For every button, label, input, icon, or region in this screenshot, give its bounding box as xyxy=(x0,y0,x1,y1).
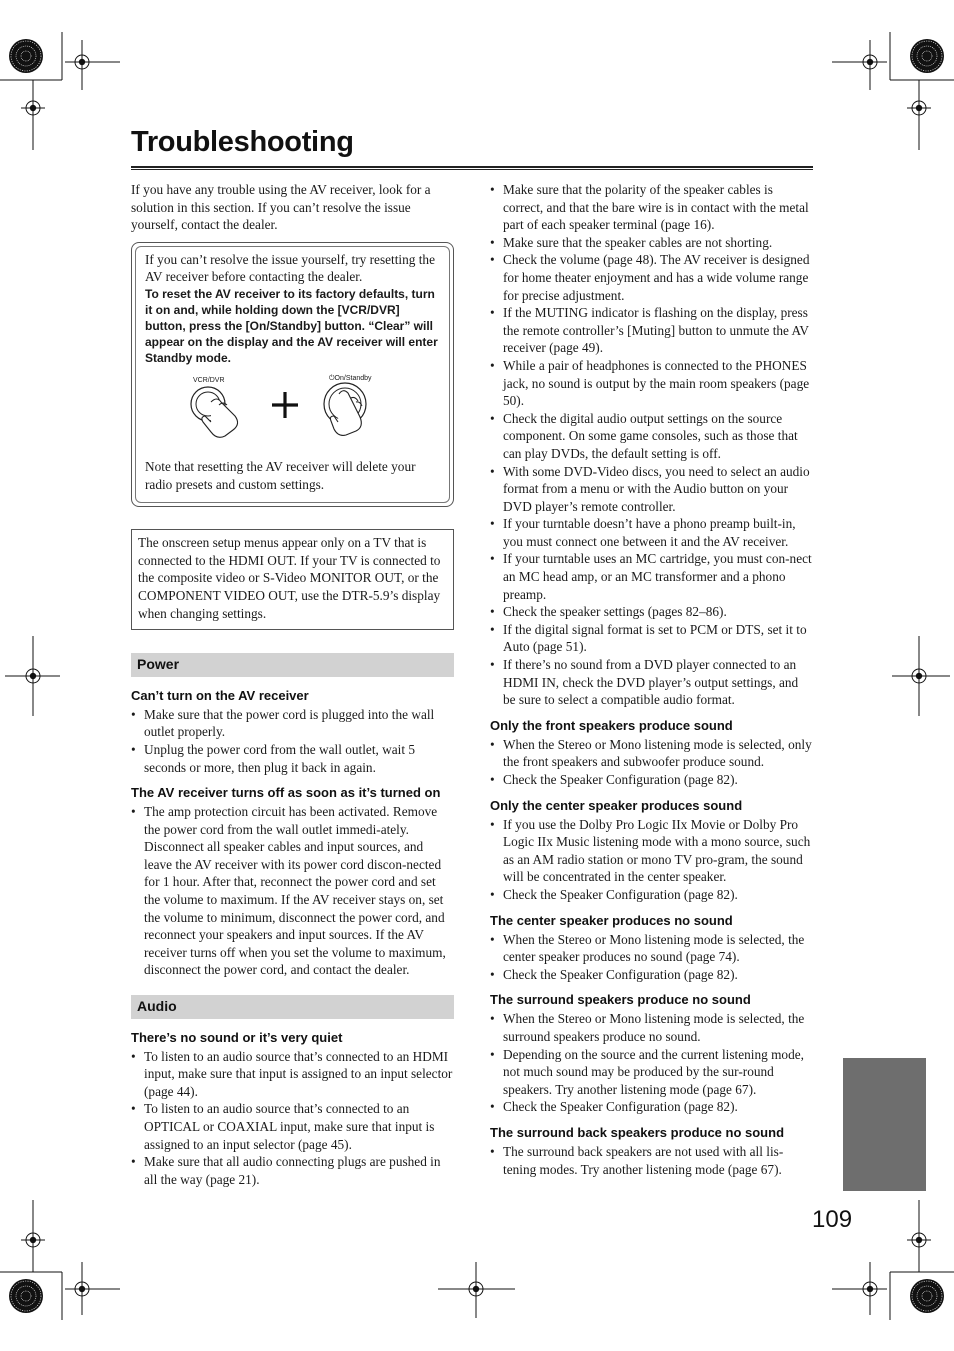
reset-illustration xyxy=(145,372,440,454)
on-standby-label-text: On/Standby xyxy=(334,374,372,382)
subheading-surround-back-none: The surround back speakers produce no sound xyxy=(490,1124,785,1140)
onscreen-note-box xyxy=(131,529,454,630)
left-column xyxy=(131,181,454,1193)
list-item: • Check the Speaker Configuration (page 82). xyxy=(490,886,814,904)
section-heading-power: Power xyxy=(131,653,454,677)
list-front-only xyxy=(490,736,814,789)
list-item: • Check the Speaker Configuration (page 82). xyxy=(490,771,814,789)
reset-note: Note that resetting the AV receiver will delete your radio presets and custom settings. xyxy=(145,458,416,492)
list-no-sound-left xyxy=(131,1048,454,1189)
list-item: • Make sure that the polarity of the speaker cables is correct, and that the bare wire is in contact with the metal part of each speaker terminal (page 16). xyxy=(490,181,814,234)
subheading-cant-turn-on: Can’t turn on the AV receiver xyxy=(131,687,309,703)
list-item: • Make sure that the power cord is plugged into the wall outlet properly. xyxy=(131,706,454,741)
list-item: • Unplug the power cord from the wall outlet, wait 5 seconds or more, then plug it back in again. xyxy=(131,741,454,776)
list-no-sound-right xyxy=(490,181,814,709)
list-item: • Make sure that the speaker cables are not shorting. xyxy=(490,234,814,252)
subheading-center-none: The center speaker produces no sound xyxy=(490,912,733,928)
list-item: • When the Stereo or Mono listening mode is selected, only the front speakers and subwoofer produce sound. xyxy=(490,736,814,771)
on-standby-button-label xyxy=(329,370,372,388)
list-surround-back-none xyxy=(490,1143,814,1178)
list-item: • Check the digital audio output settings on the source component. On some game consoles, such as those that can play DVDs, the default setting is off. xyxy=(490,410,814,463)
subheading-front-only: Only the front speakers produce sound xyxy=(490,717,733,733)
vcr-dvr-button-label: VCR/DVR xyxy=(193,376,225,384)
list-item: • The amp protection circuit has been activated. Remove the power cord from the wall outlet immedi-ately. Disconnect all speaker cables and input sources, and leave the AV receiver with its power cord discon-nected for 1 hour. After that, reconnect the power cord and set the volume to maximum. If the AV receiver stays on, set the volume to minimum, disconnect the power cord, and reconnect your speakers and input sources. If the AV receiver turns off when you set the volume to maximum, disconnect the power cord, and contact the dealer. xyxy=(131,803,454,979)
list-item: • Check the Speaker Configuration (page 82). xyxy=(490,966,814,984)
list-item: • Check the volume (page 48). The AV receiver is designed for home theater enjoyment and has a wide volume range for precise adjustment. xyxy=(490,251,814,304)
list-item: • If your turntable uses an MC cartridge, you must con-nect an MC head amp, or an MC transformer and a phono preamp. xyxy=(490,550,814,603)
page-title: Troubleshooting xyxy=(131,126,354,158)
list-center-none xyxy=(490,931,814,984)
list-item: • If your turntable doesn’t have a phono preamp built-in, you must connect one between it and the AV receiver. xyxy=(490,515,814,550)
list-item: • Make sure that all audio connecting plugs are pushed in all the way (page 21). xyxy=(131,1153,454,1188)
reset-box-text: If you can’t resolve the issue yourself, try resetting the AV receiver before contacting the dealer. xyxy=(145,251,435,285)
list-item: • When the Stereo or Mono listening mode is selected, the surround speakers produce no sound. xyxy=(490,1010,814,1045)
list-item: • If there’s no sound from a DVD player connected to an HDMI IN, check the DVD player’s output settings, and be sure to select a compatible audio format. xyxy=(490,656,814,709)
list-surround-none xyxy=(490,1010,814,1116)
subheading-surround-none: The surround speakers produce no sound xyxy=(490,992,751,1008)
reset-box-inner xyxy=(135,246,450,503)
reset-box xyxy=(131,242,454,507)
subheading-turns-off: The AV receiver turns off as soon as it’s turned on xyxy=(131,785,441,801)
list-item: • The surround back speakers are not used with all lis-tening modes. Try another listening mode (page 67). xyxy=(490,1143,814,1178)
page-number: 109 xyxy=(812,1206,853,1233)
onscreen-note: The onscreen setup menus appear only on a TV that is connected to the HDMI OUT. If your TV is connected to the composite video or S-Video MONITOR OUT, or the COMPONENT VIDEO OUT, use the DTR-5.9’s display when changing settings. xyxy=(138,535,441,621)
subheading-no-sound: There’s no sound or it’s very quiet xyxy=(131,1029,343,1045)
list-item: • While a pair of headphones is connected to the PHONES jack, no sound is output by the main room speakers (page 50). xyxy=(490,357,814,410)
subheading-center-only: Only the center speaker produces sound xyxy=(490,797,743,813)
list-item: • If you use the Dolby Pro Logic IIx Movie or Dolby Pro Logic IIx Music listening mode with a mono source, such as an AM radio station or mono TV pro-gram, the sound will be concentrated in the center speaker. xyxy=(490,816,814,886)
list-item: • To listen to an audio source that’s connected to an OPTICAL or COAXIAL input, make sure that input is assigned to an input selector (page 45). xyxy=(131,1100,454,1153)
reset-instructions: To reset the AV receiver to its factory defaults, turn it on and, while holding down the [VCR/DVR] button, press the [On/Standby] button. “Clear” will appear on the display and the AV receiver will enter Standby mode. xyxy=(145,286,438,365)
right-column xyxy=(490,181,814,1183)
list-item: • To listen to an audio source that’s connected to an HDMI input, make sure that input is assigned to an input selector (page 44). xyxy=(131,1048,454,1101)
list-center-only xyxy=(490,816,814,904)
list-item: • Check the Speaker Configuration (page 82). xyxy=(490,1098,814,1116)
list-cant-turn-on xyxy=(131,706,454,776)
list-item: • With some DVD-Video discs, you need to select an audio format from a menu or with the Audio button on your DVD player’s remote controller. xyxy=(490,463,814,516)
list-item: • Depending on the source and the current listening mode, not much sound may be produced by the sur-round speakers. Try another listening mode (page 67). xyxy=(490,1046,814,1099)
power-icon: ⏻ xyxy=(329,374,335,382)
chapter-tab xyxy=(843,1058,926,1191)
title-rule xyxy=(131,166,813,170)
list-item: • Check the speaker settings (pages 82–86). xyxy=(490,603,814,621)
list-item: • When the Stereo or Mono listening mode is selected, the center speaker produces no sound (page 74). xyxy=(490,931,814,966)
list-turns-off xyxy=(131,803,454,979)
list-item: • If the digital signal format is set to PCM or DTS, set it to Auto (page 51). xyxy=(490,621,814,656)
intro-paragraph: If you have any trouble using the AV receiver, look for a solution in this section. If you can’t resolve the issue yourself, contact the dealer. xyxy=(131,182,431,233)
section-heading-audio: Audio xyxy=(131,995,454,1019)
list-item: • If the MUTING indicator is flashing on the display, press the remote controller’s [Muting] button to unmute the AV receiver (page 49). xyxy=(490,304,814,357)
